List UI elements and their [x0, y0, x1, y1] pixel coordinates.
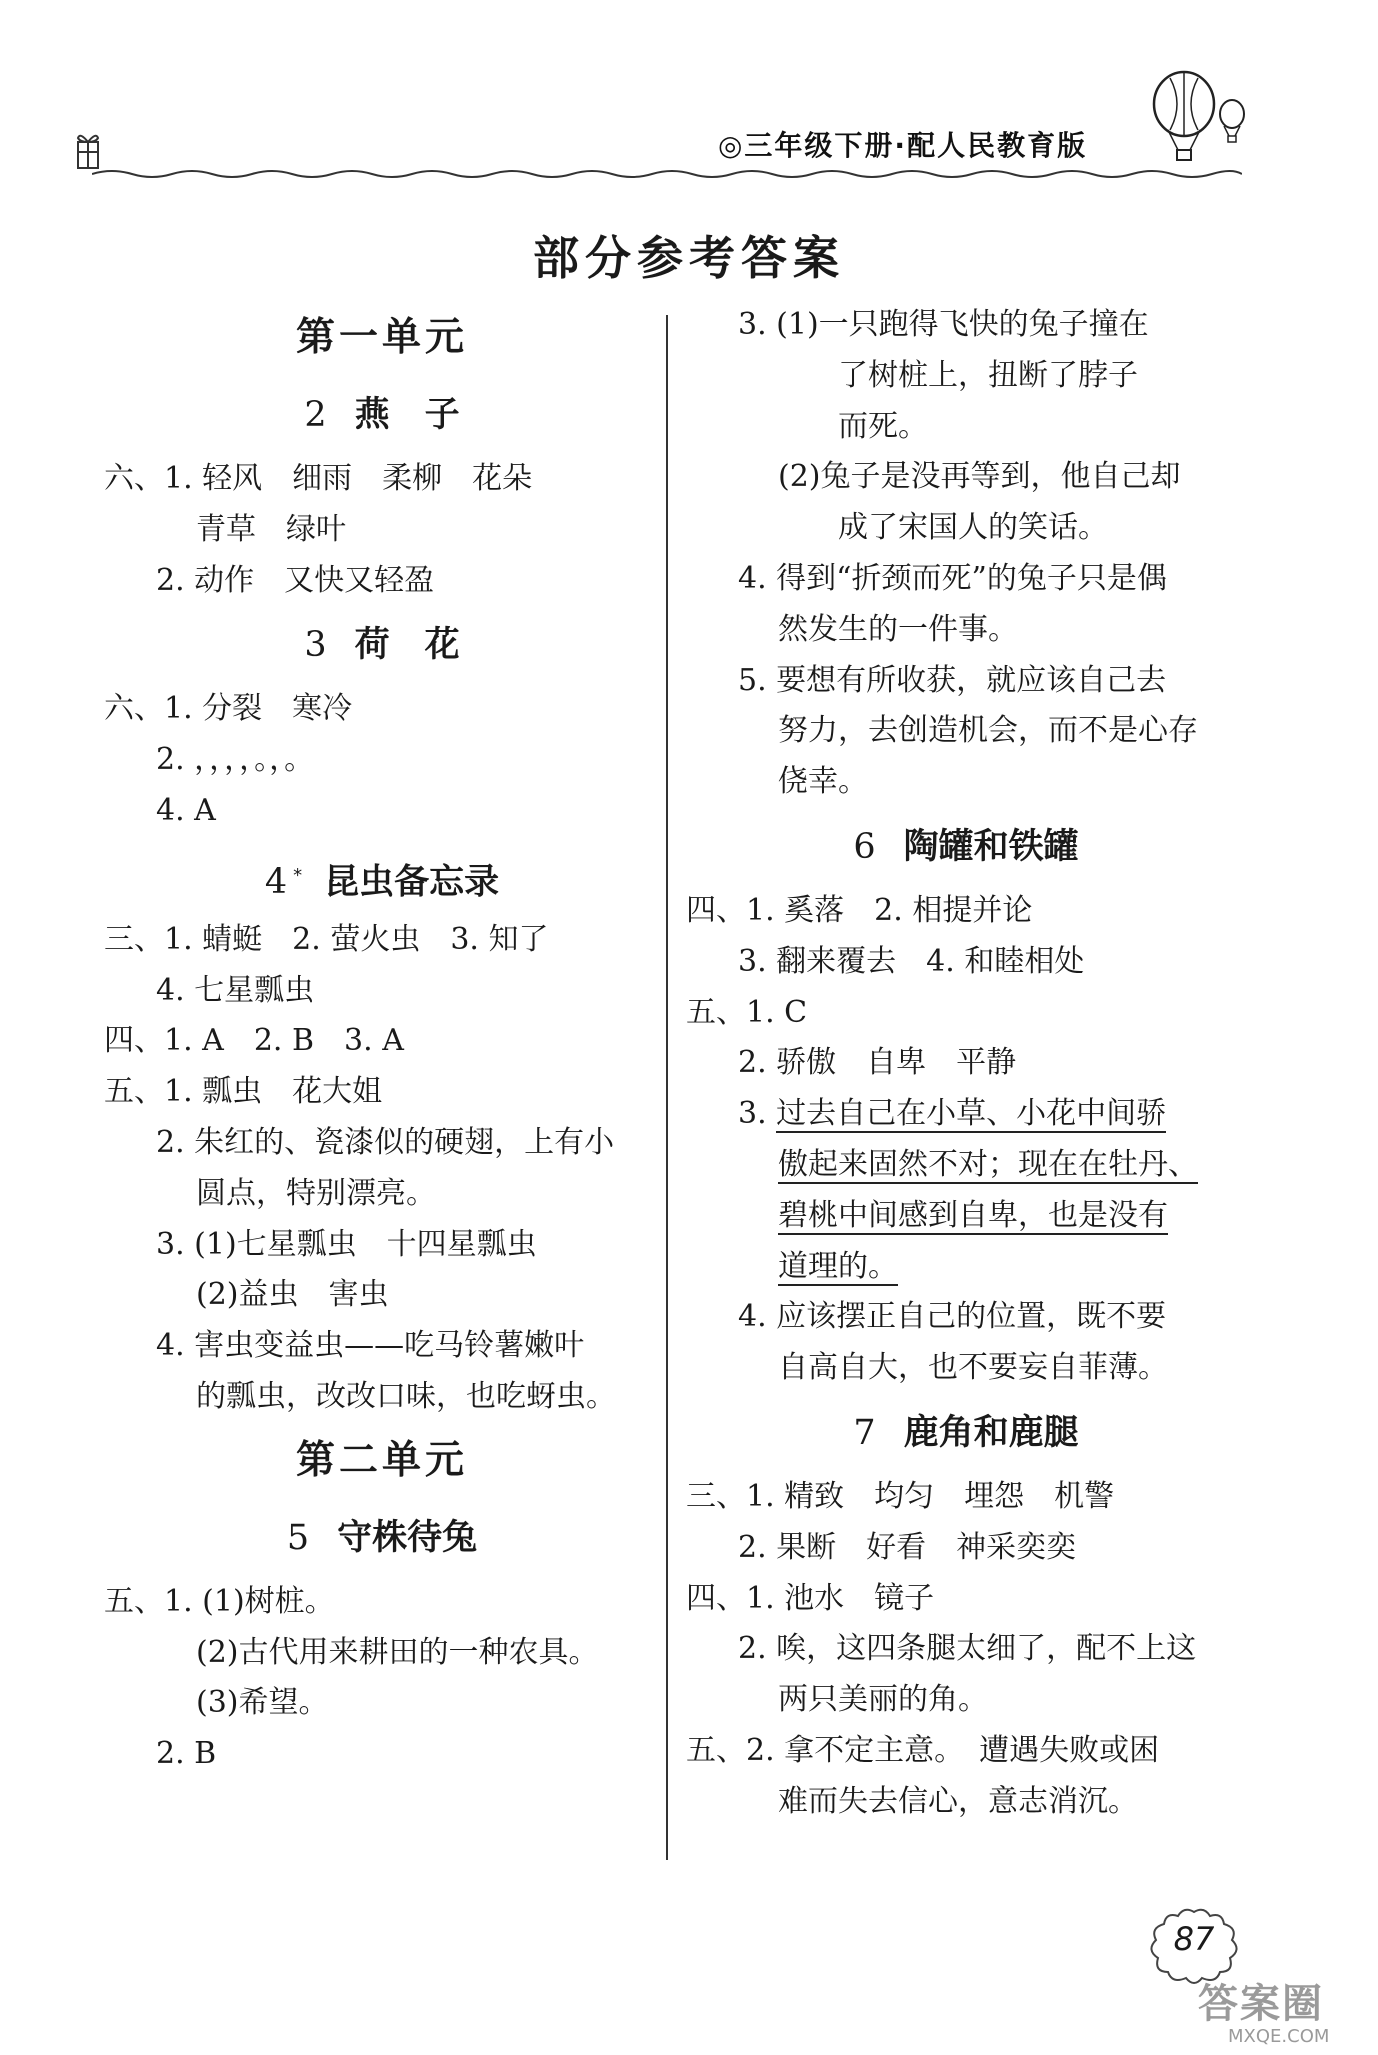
- answer-text: 2. 唉，这四条腿太细了，配不上这: [738, 1631, 1197, 1667]
- lesson-title: 燕 子: [354, 395, 460, 435]
- lesson-number: 5: [286, 1517, 310, 1558]
- lesson-heading: [104, 837, 660, 915]
- answer-line: [104, 1628, 660, 1679]
- answer-line: [686, 300, 1246, 351]
- lesson-title: 荷 花: [354, 625, 460, 666]
- lesson-number: 7: [853, 1412, 876, 1453]
- answer-line: [686, 1140, 1246, 1191]
- answer-text: 4. 害虫变益虫——吃马铃薯嫩叶: [156, 1328, 585, 1364]
- answer-text: 4. A: [156, 792, 216, 828]
- lesson-title: 守株待兔: [337, 1517, 478, 1558]
- underlined-answer: 道理的。: [778, 1248, 898, 1284]
- answer-text: 五、1. 瓢虫 花大姐: [104, 1074, 383, 1110]
- answer-line: [104, 966, 660, 1017]
- answer-text: (2)古代用来耕田的一种农具。: [196, 1634, 599, 1670]
- answer-line: [104, 1372, 660, 1423]
- answer-text: 五、1. C: [686, 994, 808, 1030]
- page-header: [0, 0, 1378, 190]
- column-divider: [666, 315, 668, 1860]
- answer-text: 六、1. 分裂 寒冷: [104, 691, 353, 727]
- answer-text: 圆点，特别漂亮。: [196, 1175, 436, 1211]
- answer-line: [686, 1292, 1246, 1343]
- unit-heading: 第二单元: [295, 1437, 468, 1483]
- answer-line: [686, 1675, 1246, 1726]
- answer-text: 五、2. 拿不定主意。 遭遇失败或困: [686, 1732, 1160, 1768]
- answer-line: [686, 1523, 1246, 1574]
- answer-line: [686, 937, 1246, 988]
- lesson-heading: [686, 808, 1246, 886]
- lesson-title: 昆虫备忘录: [324, 862, 500, 903]
- answer-text: 四、1. A 2. B 3. A: [104, 1023, 404, 1059]
- answer-line: [104, 915, 660, 966]
- answer-text: 4. 应该摆正自己的位置，既不要: [738, 1299, 1167, 1335]
- answer-line: [686, 1242, 1246, 1293]
- answer-line: [686, 351, 1246, 402]
- answer-line: [104, 454, 660, 505]
- answer-line: [686, 988, 1246, 1039]
- watermark: [1198, 1982, 1329, 2047]
- answer-line: [686, 1574, 1246, 1625]
- answer-text: 3. (1)一只跑得飞快的兔子撞在: [738, 307, 1149, 342]
- answer-text: 成了宋国人的笑话。: [778, 510, 1108, 546]
- answer-text: 4. 得到“折颈而死”的兔子只是偶: [738, 560, 1167, 596]
- right-column: [686, 300, 1246, 1828]
- answer-text: 3. (1)七星瓢虫 十四星瓢虫: [156, 1226, 537, 1262]
- answer-text: 了树桩上，扭断了脖子: [778, 357, 1138, 393]
- answer-number: 3.: [738, 1096, 777, 1132]
- answer-text: 的瓢虫，改改口味，也吃蚜虫。: [196, 1378, 616, 1414]
- answer-line: [104, 1067, 660, 1118]
- answer-line: [686, 1777, 1246, 1828]
- answer-line: [104, 556, 660, 607]
- lesson-number: 2: [304, 395, 327, 435]
- answer-text: 5. 要想有所收获，就应该自己去: [738, 662, 1167, 698]
- answer-text: 2. 果断 好看 神采奕奕: [738, 1529, 1077, 1565]
- answer-line: [104, 1678, 660, 1729]
- answer-text: 4. 七星瓢虫: [156, 972, 315, 1008]
- answer-line: [104, 505, 660, 556]
- answer-line: [686, 1191, 1246, 1242]
- edition-label: ◎三年级下册·配人民教育版: [718, 129, 1088, 162]
- lesson-heading: [686, 1394, 1246, 1472]
- answer-text: 三、1. 蜻蜓 2. 萤火虫 3. 知了: [104, 921, 549, 957]
- underlined-answer: 过去自己在小草、小花中间骄: [776, 1096, 1167, 1132]
- answer-line: [104, 1016, 660, 1067]
- lesson-number: 4: [264, 862, 288, 903]
- lesson-number: 6: [853, 826, 876, 867]
- underlined-answer: 傲起来固然不对；现在在牡丹、: [778, 1146, 1198, 1182]
- answer-line: [104, 1270, 660, 1321]
- answer-text: 2. 动作 又快又轻盈: [156, 562, 435, 598]
- watermark-main: 答案圈: [1198, 1981, 1324, 2027]
- left-column: [104, 300, 660, 1780]
- lesson-number: 3: [304, 625, 327, 666]
- header-divider: [92, 168, 1242, 180]
- page-number-badge: [1146, 1906, 1242, 1986]
- answer-line: [686, 452, 1246, 503]
- answer-text: 侥幸。: [778, 764, 868, 800]
- answer-text: 自高自大，也不要妄自菲薄。: [778, 1350, 1168, 1386]
- answer-line: [686, 605, 1246, 656]
- answer-text: (2)益虫 害虫: [196, 1277, 389, 1313]
- hot-air-balloon-icon: [1140, 70, 1250, 170]
- answer-line: [686, 656, 1246, 707]
- answer-line: [104, 1118, 660, 1169]
- answer-text: 青草 绿叶: [196, 511, 346, 547]
- answer-line: [104, 735, 660, 786]
- answer-line: [686, 1089, 1246, 1140]
- answer-line: [104, 1729, 660, 1780]
- answer-line: [104, 1577, 660, 1628]
- answer-line: [104, 786, 660, 837]
- answer-line: [686, 706, 1246, 757]
- answer-text: 三、1. 精致 均匀 埋怨 机警: [686, 1478, 1115, 1514]
- answer-text: 然发生的一件事。: [778, 611, 1018, 647]
- answer-text: 而死。: [778, 408, 928, 444]
- answer-line: [686, 503, 1246, 554]
- answer-line: [686, 1726, 1246, 1777]
- answer-text: 2. B: [156, 1736, 217, 1772]
- answer-line: [104, 1321, 660, 1372]
- answer-line: [686, 554, 1246, 605]
- answer-text: 六、1. 轻风 细雨 柔柳 花朵: [104, 461, 533, 496]
- answer-line: [686, 402, 1246, 453]
- answer-text: 四、1. 池水 镜子: [686, 1580, 935, 1616]
- answer-line: [686, 1472, 1246, 1523]
- answer-line: [686, 757, 1246, 808]
- answer-line: [104, 1169, 660, 1220]
- answer-text: 2. 骄傲 自卑 平静: [738, 1045, 1017, 1081]
- lesson-marker: *: [293, 864, 303, 886]
- answer-text: 2. 朱红的、瓷漆似的硬翅，上有小: [156, 1124, 615, 1160]
- lesson-title: 鹿角和鹿腿: [903, 1412, 1079, 1453]
- underlined-answer: 碧桃中间感到自卑，也是没有: [778, 1197, 1168, 1233]
- answer-text: (3)希望。: [196, 1685, 329, 1721]
- unit-heading: 第一单元: [295, 315, 468, 360]
- page-title: 部分参考答案: [533, 231, 845, 285]
- answer-text: 3. 翻来覆去 4. 和睦相处: [738, 943, 1085, 979]
- answer-line: [686, 1343, 1246, 1394]
- answer-text: 努力，去创造机会，而不是心存: [778, 713, 1198, 749]
- answer-text: 2. ，，，，。，。: [156, 742, 315, 778]
- answer-text: 五、1. (1)树桩。: [104, 1583, 335, 1619]
- answer-line: [104, 1220, 660, 1271]
- lesson-heading: [104, 376, 660, 454]
- answer-text: (2)兔子是没再等到，他自己却: [778, 459, 1181, 495]
- gift-box-icon: [74, 128, 102, 172]
- lesson-heading: [104, 1499, 660, 1577]
- answer-line: [686, 1038, 1246, 1089]
- answer-text: 难而失去信心，意志消沉。: [778, 1783, 1138, 1819]
- answer-text: 四、1. 奚落 2. 相提并论: [686, 892, 1033, 928]
- answer-text: 两只美丽的角。: [778, 1682, 988, 1718]
- lesson-heading: [104, 606, 660, 684]
- answer-line: [686, 886, 1246, 937]
- answer-line: [686, 1624, 1246, 1675]
- watermark-sub: MXQE.COM: [1228, 2026, 1330, 2047]
- lesson-title: 陶罐和铁罐: [903, 826, 1079, 867]
- page-number: 87: [1173, 1920, 1215, 1958]
- answer-line: [104, 684, 660, 735]
